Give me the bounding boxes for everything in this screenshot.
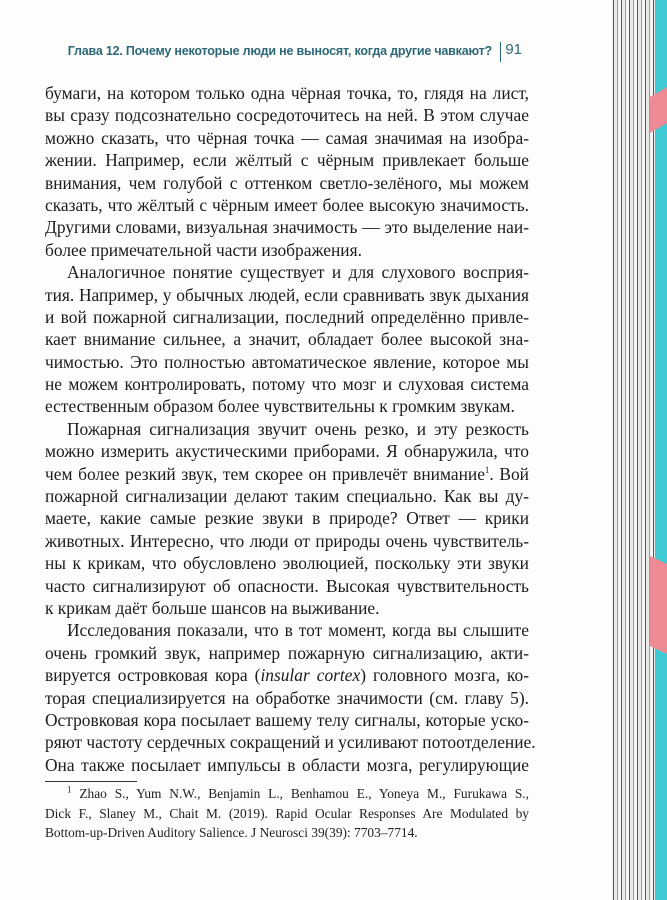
header-divider bbox=[500, 42, 501, 62]
text-line: можно сказать, что чёрная точка — самая значимая на изобра- bbox=[45, 127, 529, 148]
footnote-line: Dick F., Slaney M., Chait M. (2019). Rapid Ocular Responses Are Modulated by bbox=[45, 805, 529, 821]
body-text bbox=[45, 82, 536, 776]
text-line: ны к крикам, что обусловлено эволюцией, поскольку эти звуки bbox=[45, 553, 529, 574]
text-line: торая специализируется на обработке значимости (см. главу 5). bbox=[45, 687, 529, 708]
footnote-mark: 1 bbox=[67, 784, 72, 795]
text-fragment: . Вой bbox=[489, 463, 529, 484]
italic-term: insular cortex bbox=[260, 665, 361, 686]
text-line: не можем контролировать, потому что мозг и слуховая система bbox=[45, 374, 529, 395]
text-line bbox=[45, 463, 529, 485]
text-line: ряют частоту сердечных сокращений и усиливают потоотделение. bbox=[45, 732, 536, 753]
text-line: сказать, что жёлтый с чёрным имеет более высокую значимость. bbox=[45, 194, 529, 215]
text-line: естественным образом более чувствительны к громким звукам. bbox=[45, 396, 515, 417]
paragraph bbox=[45, 418, 529, 620]
text-line: кает внимание сильнее, а значит, обладает более высокой зна- bbox=[45, 329, 529, 350]
text-line: к крикам даёт больше шансов на выживание. bbox=[45, 597, 380, 618]
text-line: чимостью. Это полностью автоматическое явление, которое мы bbox=[45, 351, 529, 372]
text-line: пожарной сигнализации делают таким специально. Как вы ду- bbox=[45, 486, 529, 507]
footnote-divider bbox=[45, 781, 137, 782]
text-line: можно измерить акустическими приборами. Я обнаружила, что bbox=[45, 441, 529, 462]
text-line: Пожарная сигнализация звучит очень резко, и эту резкость bbox=[67, 418, 529, 439]
text-line: очень громкий звук, например пожарную сигнализацию, акти- bbox=[45, 642, 529, 663]
text-line bbox=[45, 664, 529, 686]
text-line: животных. Интересно, что люди от природы очень чувствитель- bbox=[45, 530, 529, 551]
text-line: часто сигнализируют об опасности. Высокая чувствительность bbox=[45, 575, 529, 596]
text-line: внимания, чем голубой с оттенком светло-зелёного, мы можем bbox=[45, 172, 529, 193]
page-number: 91 bbox=[505, 41, 522, 58]
text-line: Она также посылает импульсы в области мозга, регулирующие bbox=[45, 754, 529, 775]
text-line: Исследования показали, что в тот момент, когда вы слышите bbox=[67, 620, 529, 641]
book-cover bbox=[655, 0, 667, 900]
text-line: жении. Например, если жёлтый с чёрным привлекает больше bbox=[45, 150, 529, 171]
text-fragment: вируется островковая кора ( bbox=[45, 665, 261, 686]
paragraph bbox=[45, 82, 529, 261]
footnote-reference[interactable]: 1 bbox=[484, 464, 490, 475]
footnote-line: Bottom-up-Driven Auditory Salience. J Neurosci 39(39): 7703–7714. bbox=[45, 825, 418, 840]
paragraph bbox=[45, 261, 529, 418]
text-fragment: Zhao S., Yum N.W., Benjamin L., Benhamou E., Yoneya M., Furukawa S., bbox=[79, 786, 529, 801]
chapter-title: Глава 12. Почему некоторые люди не выносят, когда другие чавкают? bbox=[67, 44, 492, 58]
footnote bbox=[45, 784, 529, 843]
text-line: вы сразу подсознательно сосредоточитесь на ней. В этом случае bbox=[45, 105, 529, 126]
cover-accent bbox=[650, 556, 667, 654]
text-line: и вой пожарной сигнализации, последний определённо привле- bbox=[45, 306, 529, 327]
paragraph bbox=[45, 619, 536, 776]
text-line: тия. Например, у обычных людей, если сравнивать звук дыхания bbox=[45, 284, 529, 305]
text-line: маете, какие самые резкие звуки в природе? Ответ — крики bbox=[45, 508, 529, 529]
text-line: Аналогичное понятие существует и для слухового восприя- bbox=[67, 262, 529, 283]
running-header bbox=[67, 41, 528, 62]
text-fragment: ) головного мозга, ко- bbox=[360, 665, 529, 686]
text-line: бумаги, на котором только одна чёрная точка, то, глядя на лист, bbox=[45, 83, 529, 103]
text-line: Другими словами, визуальная значимость — это выделение наи- bbox=[45, 217, 529, 238]
footnote-line bbox=[45, 784, 529, 804]
text-fragment: чем более резкий звук, тем скорее он привлечёт внимание bbox=[45, 463, 485, 484]
text-line: Островковая кора посылает вашему телу сигналы, которые уско- bbox=[45, 709, 529, 730]
page-edges bbox=[610, 0, 656, 900]
text-line: более примечательной части изображения. bbox=[45, 239, 362, 260]
